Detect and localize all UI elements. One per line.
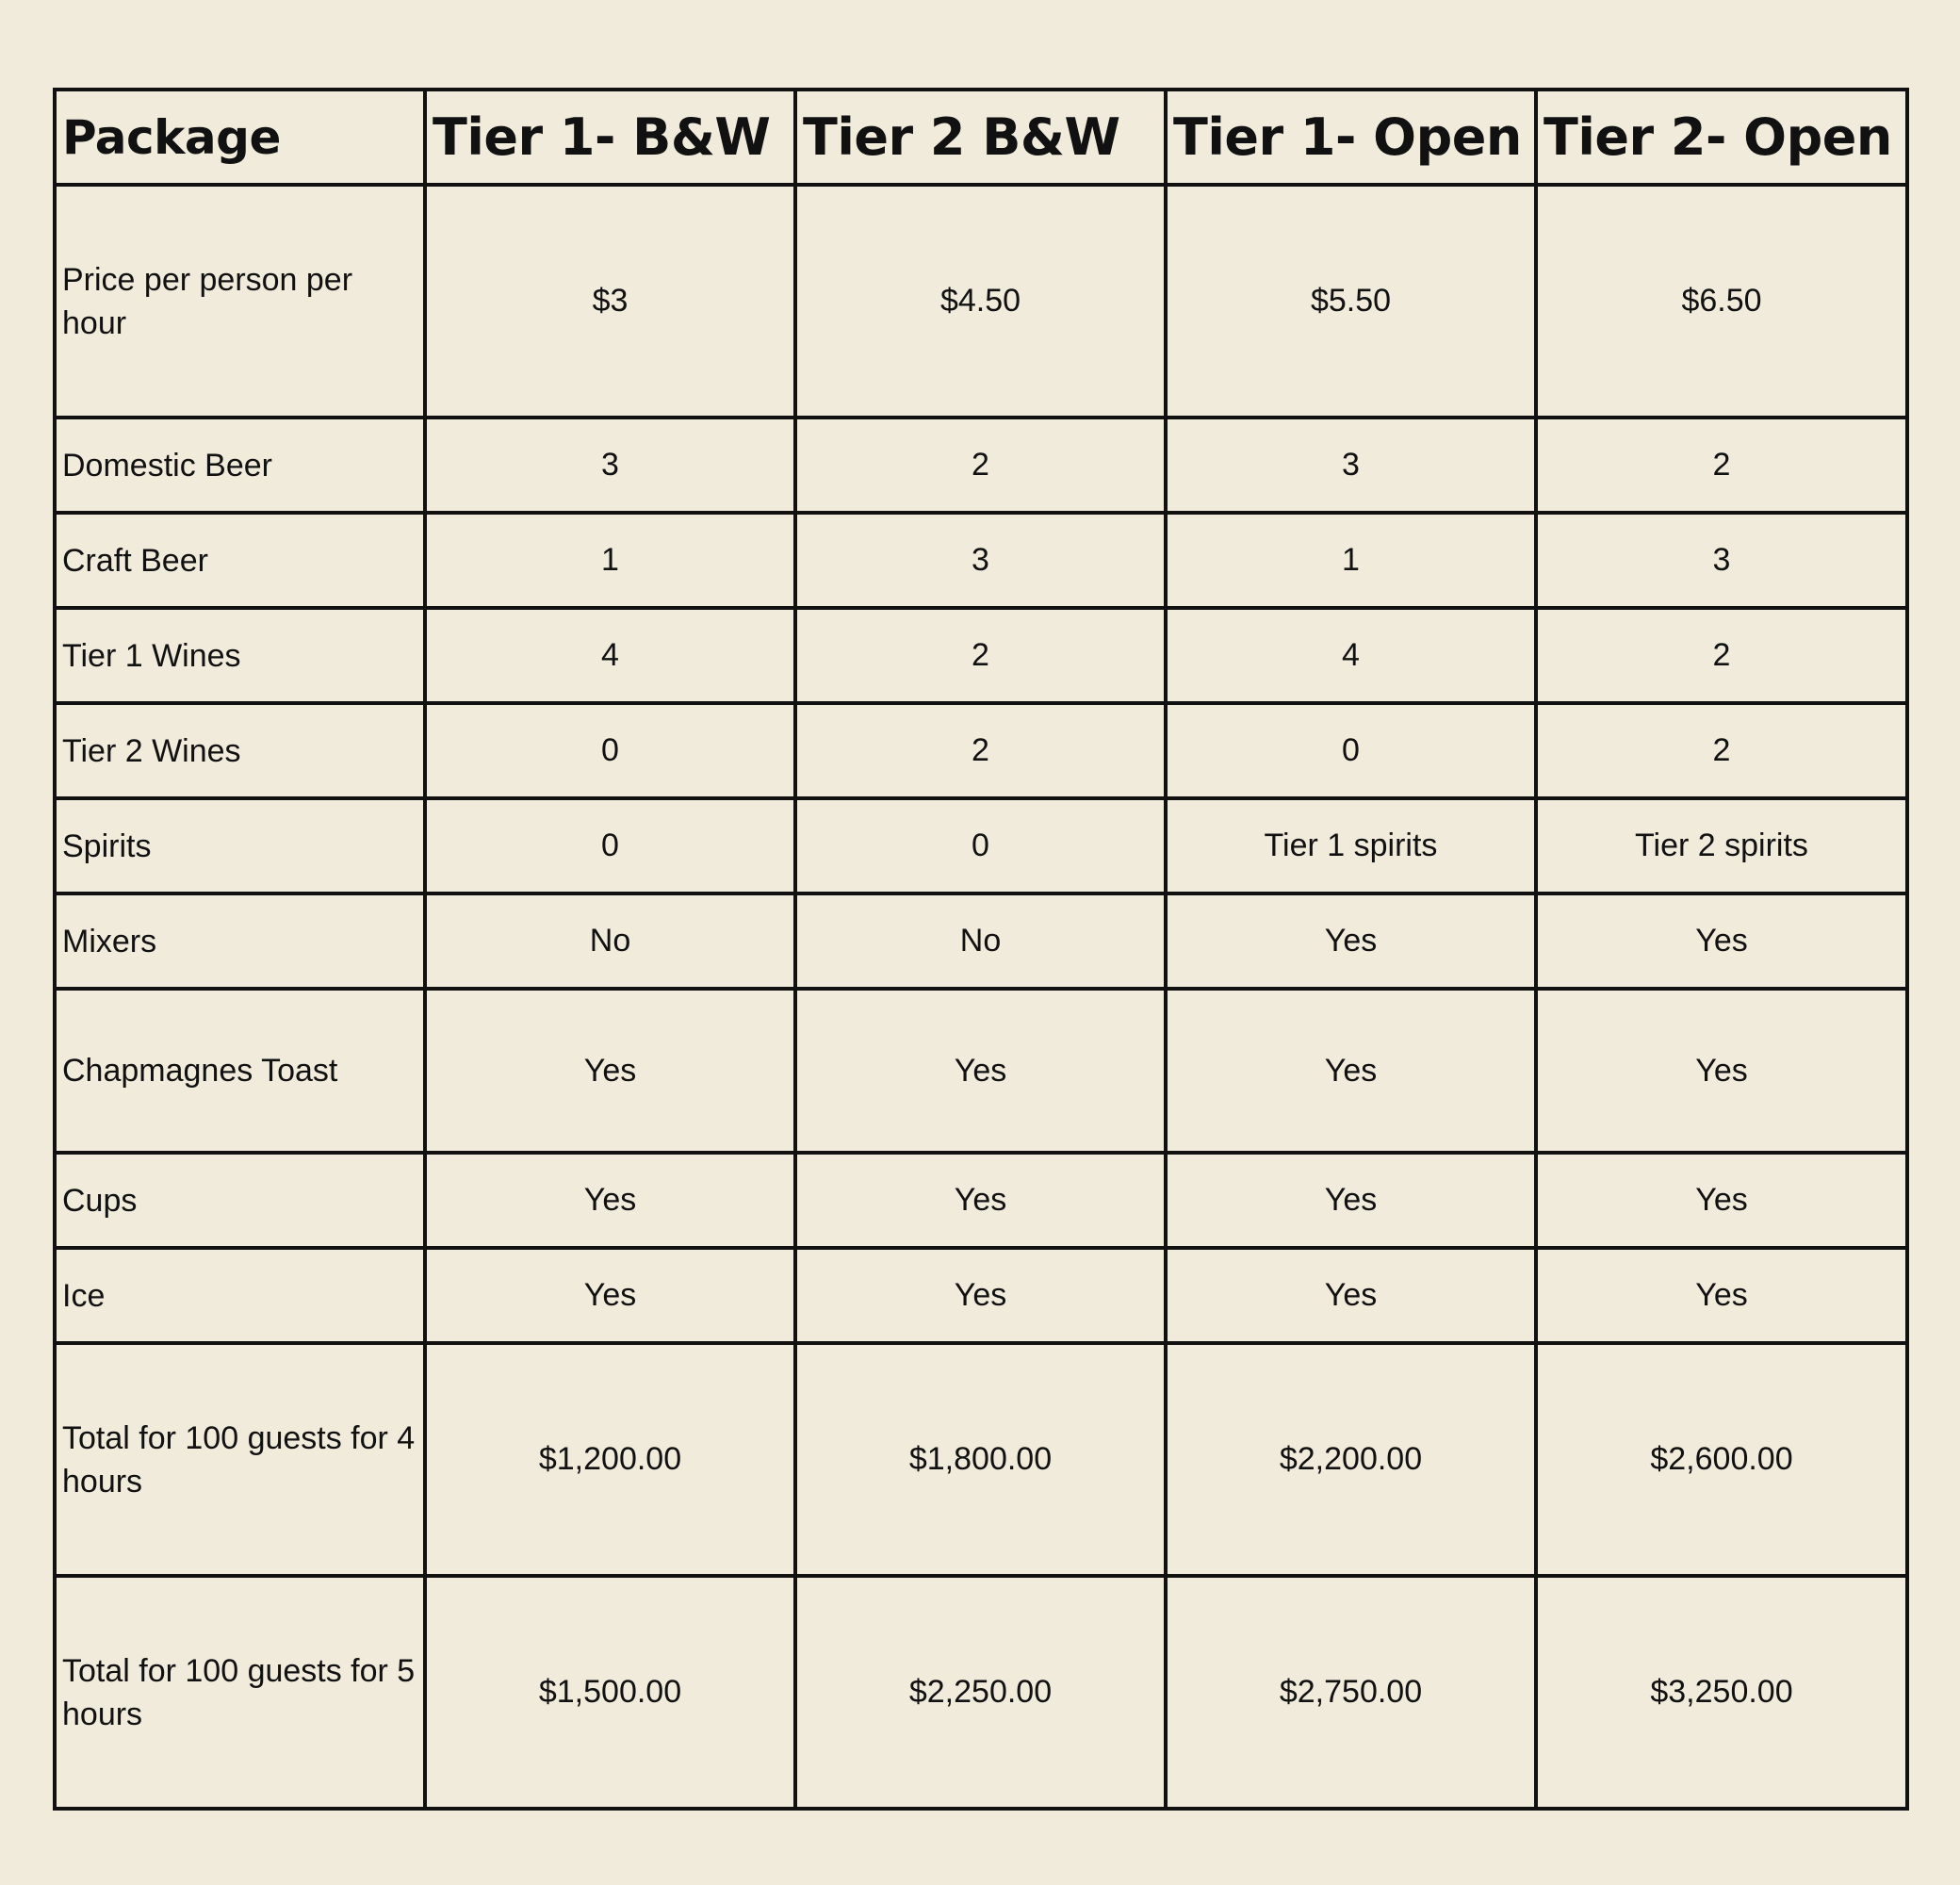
table-cell: Tier 1 spirits bbox=[1166, 798, 1536, 893]
table-cell: 1 bbox=[1166, 513, 1536, 608]
table-cell: $4.50 bbox=[795, 185, 1166, 418]
table-cell: 2 bbox=[795, 418, 1166, 513]
row-label: Domestic Beer bbox=[55, 418, 425, 513]
header-tier2-bw: Tier 2 B&W bbox=[795, 90, 1166, 185]
table-cell: Tier 2 spirits bbox=[1536, 798, 1907, 893]
table-cell: $1,200.00 bbox=[425, 1343, 795, 1576]
table-cell: Yes bbox=[1166, 893, 1536, 989]
header-tier1-bw: Tier 1- B&W bbox=[425, 90, 795, 185]
header-package: Package bbox=[55, 90, 425, 185]
header-tier1-open: Tier 1- Open bbox=[1166, 90, 1536, 185]
table-cell: 4 bbox=[1166, 608, 1536, 703]
table-cell: $2,200.00 bbox=[1166, 1343, 1536, 1576]
table-cell: 2 bbox=[795, 703, 1166, 798]
table-row bbox=[55, 1153, 1907, 1248]
table-row bbox=[55, 1343, 1907, 1576]
header-tier2-open: Tier 2- Open bbox=[1536, 90, 1907, 185]
table-cell: Yes bbox=[425, 1248, 795, 1343]
table-cell: Yes bbox=[1166, 1248, 1536, 1343]
table-cell: Yes bbox=[1166, 989, 1536, 1153]
table-cell: 0 bbox=[425, 703, 795, 798]
table-cell: 0 bbox=[795, 798, 1166, 893]
header-row bbox=[55, 90, 1907, 185]
row-label: Tier 2 Wines bbox=[55, 703, 425, 798]
table-row bbox=[55, 1248, 1907, 1343]
table-cell: 2 bbox=[1536, 703, 1907, 798]
table-cell: 3 bbox=[1166, 418, 1536, 513]
table-cell: $1,800.00 bbox=[795, 1343, 1166, 1576]
row-label: Spirits bbox=[55, 798, 425, 893]
table-cell: Yes bbox=[1166, 1153, 1536, 1248]
table-cell: 2 bbox=[1536, 608, 1907, 703]
table-row bbox=[55, 703, 1907, 798]
table-cell: Yes bbox=[795, 1248, 1166, 1343]
table-cell: Yes bbox=[1536, 1153, 1907, 1248]
table-row bbox=[55, 798, 1907, 893]
table-row bbox=[55, 185, 1907, 418]
table-cell: 3 bbox=[425, 418, 795, 513]
table-cell: $2,750.00 bbox=[1166, 1576, 1536, 1809]
table-cell: Yes bbox=[795, 989, 1166, 1153]
table-cell: $6.50 bbox=[1536, 185, 1907, 418]
table-cell: 1 bbox=[425, 513, 795, 608]
table-cell: Yes bbox=[1536, 1248, 1907, 1343]
row-label: Ice bbox=[55, 1248, 425, 1343]
table-cell: Yes bbox=[795, 1153, 1166, 1248]
table-row bbox=[55, 418, 1907, 513]
table-cell: Yes bbox=[1536, 893, 1907, 989]
table-row bbox=[55, 1576, 1907, 1809]
table-cell: No bbox=[425, 893, 795, 989]
table-row bbox=[55, 608, 1907, 703]
table-cell: 2 bbox=[1536, 418, 1907, 513]
pricing-table bbox=[53, 88, 1909, 1811]
table-cell: 3 bbox=[795, 513, 1166, 608]
table-cell: 0 bbox=[1166, 703, 1536, 798]
table-cell: 4 bbox=[425, 608, 795, 703]
row-label: Mixers bbox=[55, 893, 425, 989]
row-label: Craft Beer bbox=[55, 513, 425, 608]
table-cell: 3 bbox=[1536, 513, 1907, 608]
table-cell: $3,250.00 bbox=[1536, 1576, 1907, 1809]
table-cell: $3 bbox=[425, 185, 795, 418]
table-cell: $2,600.00 bbox=[1536, 1343, 1907, 1576]
table-cell: 2 bbox=[795, 608, 1166, 703]
table-cell: $1,500.00 bbox=[425, 1576, 795, 1809]
table-cell: 0 bbox=[425, 798, 795, 893]
row-label: Tier 1 Wines bbox=[55, 608, 425, 703]
row-label: Price per person per hour bbox=[55, 185, 425, 418]
row-label: Total for 100 guests for 5 hours bbox=[55, 1576, 425, 1809]
table-cell: No bbox=[795, 893, 1166, 989]
table-cell: $5.50 bbox=[1166, 185, 1536, 418]
table-row bbox=[55, 513, 1907, 608]
table-row bbox=[55, 893, 1907, 989]
row-label: Chapmagnes Toast bbox=[55, 989, 425, 1153]
row-label: Cups bbox=[55, 1153, 425, 1248]
table-cell: Yes bbox=[1536, 989, 1907, 1153]
table-cell: Yes bbox=[425, 1153, 795, 1248]
row-label: Total for 100 guests for 4 hours bbox=[55, 1343, 425, 1576]
table-cell: $2,250.00 bbox=[795, 1576, 1166, 1809]
table-cell: Yes bbox=[425, 989, 795, 1153]
table-row bbox=[55, 989, 1907, 1153]
